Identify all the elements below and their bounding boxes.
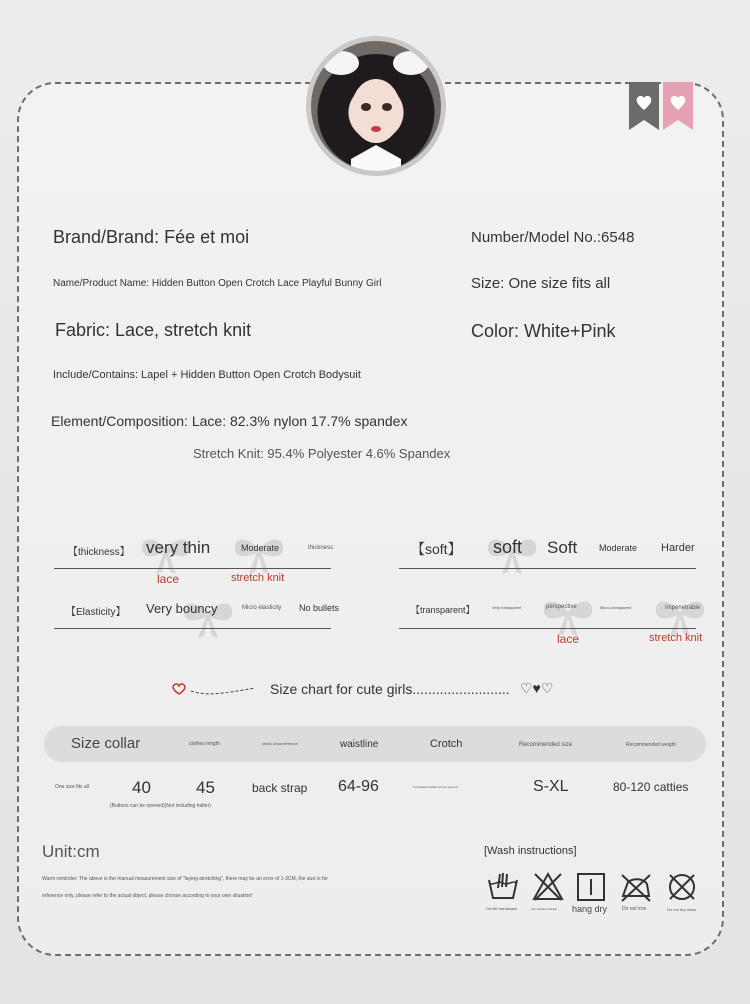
soft-option-harder: Harder — [661, 542, 695, 554]
product-name-text: Name/Product Name: Hidden Button Open Crotch Lace Playful Bunny Girl — [53, 278, 382, 289]
wash-title: [Wash instructions] — [484, 845, 577, 857]
heart-ribbon-gray-icon — [629, 82, 659, 130]
include-text: Include/Contains: Lapel + Hidden Button Open Crotch Bodysuit — [53, 369, 361, 381]
spec-card — [17, 82, 724, 956]
transparent-mark-knit: stretch knit — [649, 632, 703, 644]
hang-dry-icon — [574, 870, 608, 904]
reminder-line-1: Warm reminder: The above is the manual measurement size of "laying-stretching", there may be an error of 1-3CM, the size is for — [42, 876, 328, 882]
no-dry-clean-icon — [665, 870, 699, 904]
fabric-text: Fabric: Lace, stretch knit — [55, 320, 252, 340]
avatar-photo — [311, 41, 441, 171]
heart-decoration-icon: ♡♥♡ — [520, 680, 554, 696]
composition-knit-text: Stretch Knit: 95.4% Polyester 4.6% Spandex — [193, 446, 451, 461]
cell-crotch: 64-96 — [338, 778, 379, 795]
transparent-option-impenetrable: Impenetrable — [665, 605, 701, 611]
size-text: Size: One size fits all — [471, 275, 611, 292]
heart-ribbon-pink-icon — [663, 82, 693, 130]
cell-recommended-size: S-XL — [533, 778, 569, 795]
size-chart-title: Size chart for cute girls......................... — [270, 681, 510, 697]
thickness-option-very-thin: very thin — [146, 538, 211, 557]
cell-recommended-weight: 80-120 catties — [613, 780, 689, 794]
cell-clothes-length: 40 — [132, 778, 151, 797]
elasticity-option-none: No bullets — [299, 603, 340, 613]
reminder-line-2: reference only, please refer to the actual object, please choose according to your own situation! — [42, 893, 253, 899]
bow-icon — [231, 532, 287, 576]
wash-label-no-dry-clean: Do not dry clean — [667, 907, 697, 912]
handwash-icon — [486, 870, 520, 904]
elasticity-option-micro: Micro elasticity — [242, 605, 282, 611]
unit-label: Unit:cm — [42, 842, 100, 861]
thickness-option-thick: thickness — [308, 545, 334, 551]
transparent-label: 【transparent】 — [411, 605, 475, 615]
cell-waistline: back strap — [252, 781, 308, 795]
header-recommended-weight: Recommended weight — [626, 742, 676, 748]
transparent-mark-lace: lace — [557, 632, 580, 646]
transparent-line — [399, 628, 696, 629]
header-crotch: Crotch — [430, 738, 463, 750]
wash-label-hang-dry: hang dry — [572, 904, 608, 914]
soft-option-1: soft — [493, 537, 523, 557]
cell-chest: 45 — [196, 778, 215, 797]
header-recommended-size: Recommended size — [519, 742, 573, 748]
wash-label-handwash: Gentle handwash — [486, 906, 518, 911]
soft-line — [399, 568, 696, 569]
header-waistline: waistline — [340, 739, 379, 750]
thickness-line — [54, 568, 331, 569]
thickness-option-moderate: Moderate — [241, 543, 280, 553]
elasticity-label: 【Elasticity】 — [66, 607, 126, 618]
elasticity-line — [54, 628, 331, 629]
brand-text: Brand/Brand: Fée et moi — [53, 227, 250, 247]
model-text: Number/Model No.:6548 — [471, 229, 635, 246]
soft-option-moderate: Moderate — [599, 543, 638, 553]
size-note: (Buttons can be opened)(Not including halter) — [110, 803, 211, 809]
color-text: Color: White+Pink — [471, 321, 616, 341]
elasticity-option-bouncy: Very bouncy — [146, 601, 218, 616]
composition-lace-text: Element/Composition: Lace: 82.3% nylon 17.7% spandex — [51, 413, 408, 429]
transparent-option-very: Very transparent — [492, 605, 522, 610]
transparent-option-micro: Micro-transparent — [600, 605, 632, 610]
model-avatar — [306, 36, 446, 176]
transparent-option-perspective: perspective — [546, 604, 577, 610]
thickness-mark-knit: stretch knit — [231, 572, 285, 584]
soft-option-2: Soft — [547, 538, 578, 557]
thickness-label: 【thickness】 — [68, 547, 130, 558]
header-chest: chest circumference — [262, 741, 298, 746]
cell-size-collar: One size fits all — [55, 784, 89, 790]
no-bleach-icon — [531, 870, 565, 904]
heart-string-icon — [171, 682, 257, 698]
no-iron-icon — [619, 870, 653, 904]
wash-label-no-iron: Do not iron — [622, 906, 647, 912]
thickness-mark-lace: lace — [157, 572, 180, 586]
cell-crotch-note: Concealed buckle can be opened — [413, 785, 458, 789]
soft-label: 【soft】 — [411, 541, 462, 557]
header-size-collar: Size collar — [71, 735, 141, 752]
header-clothes-length: clothes length — [189, 741, 220, 747]
wash-label-bleach: non-chlorine bleach — [531, 907, 558, 911]
